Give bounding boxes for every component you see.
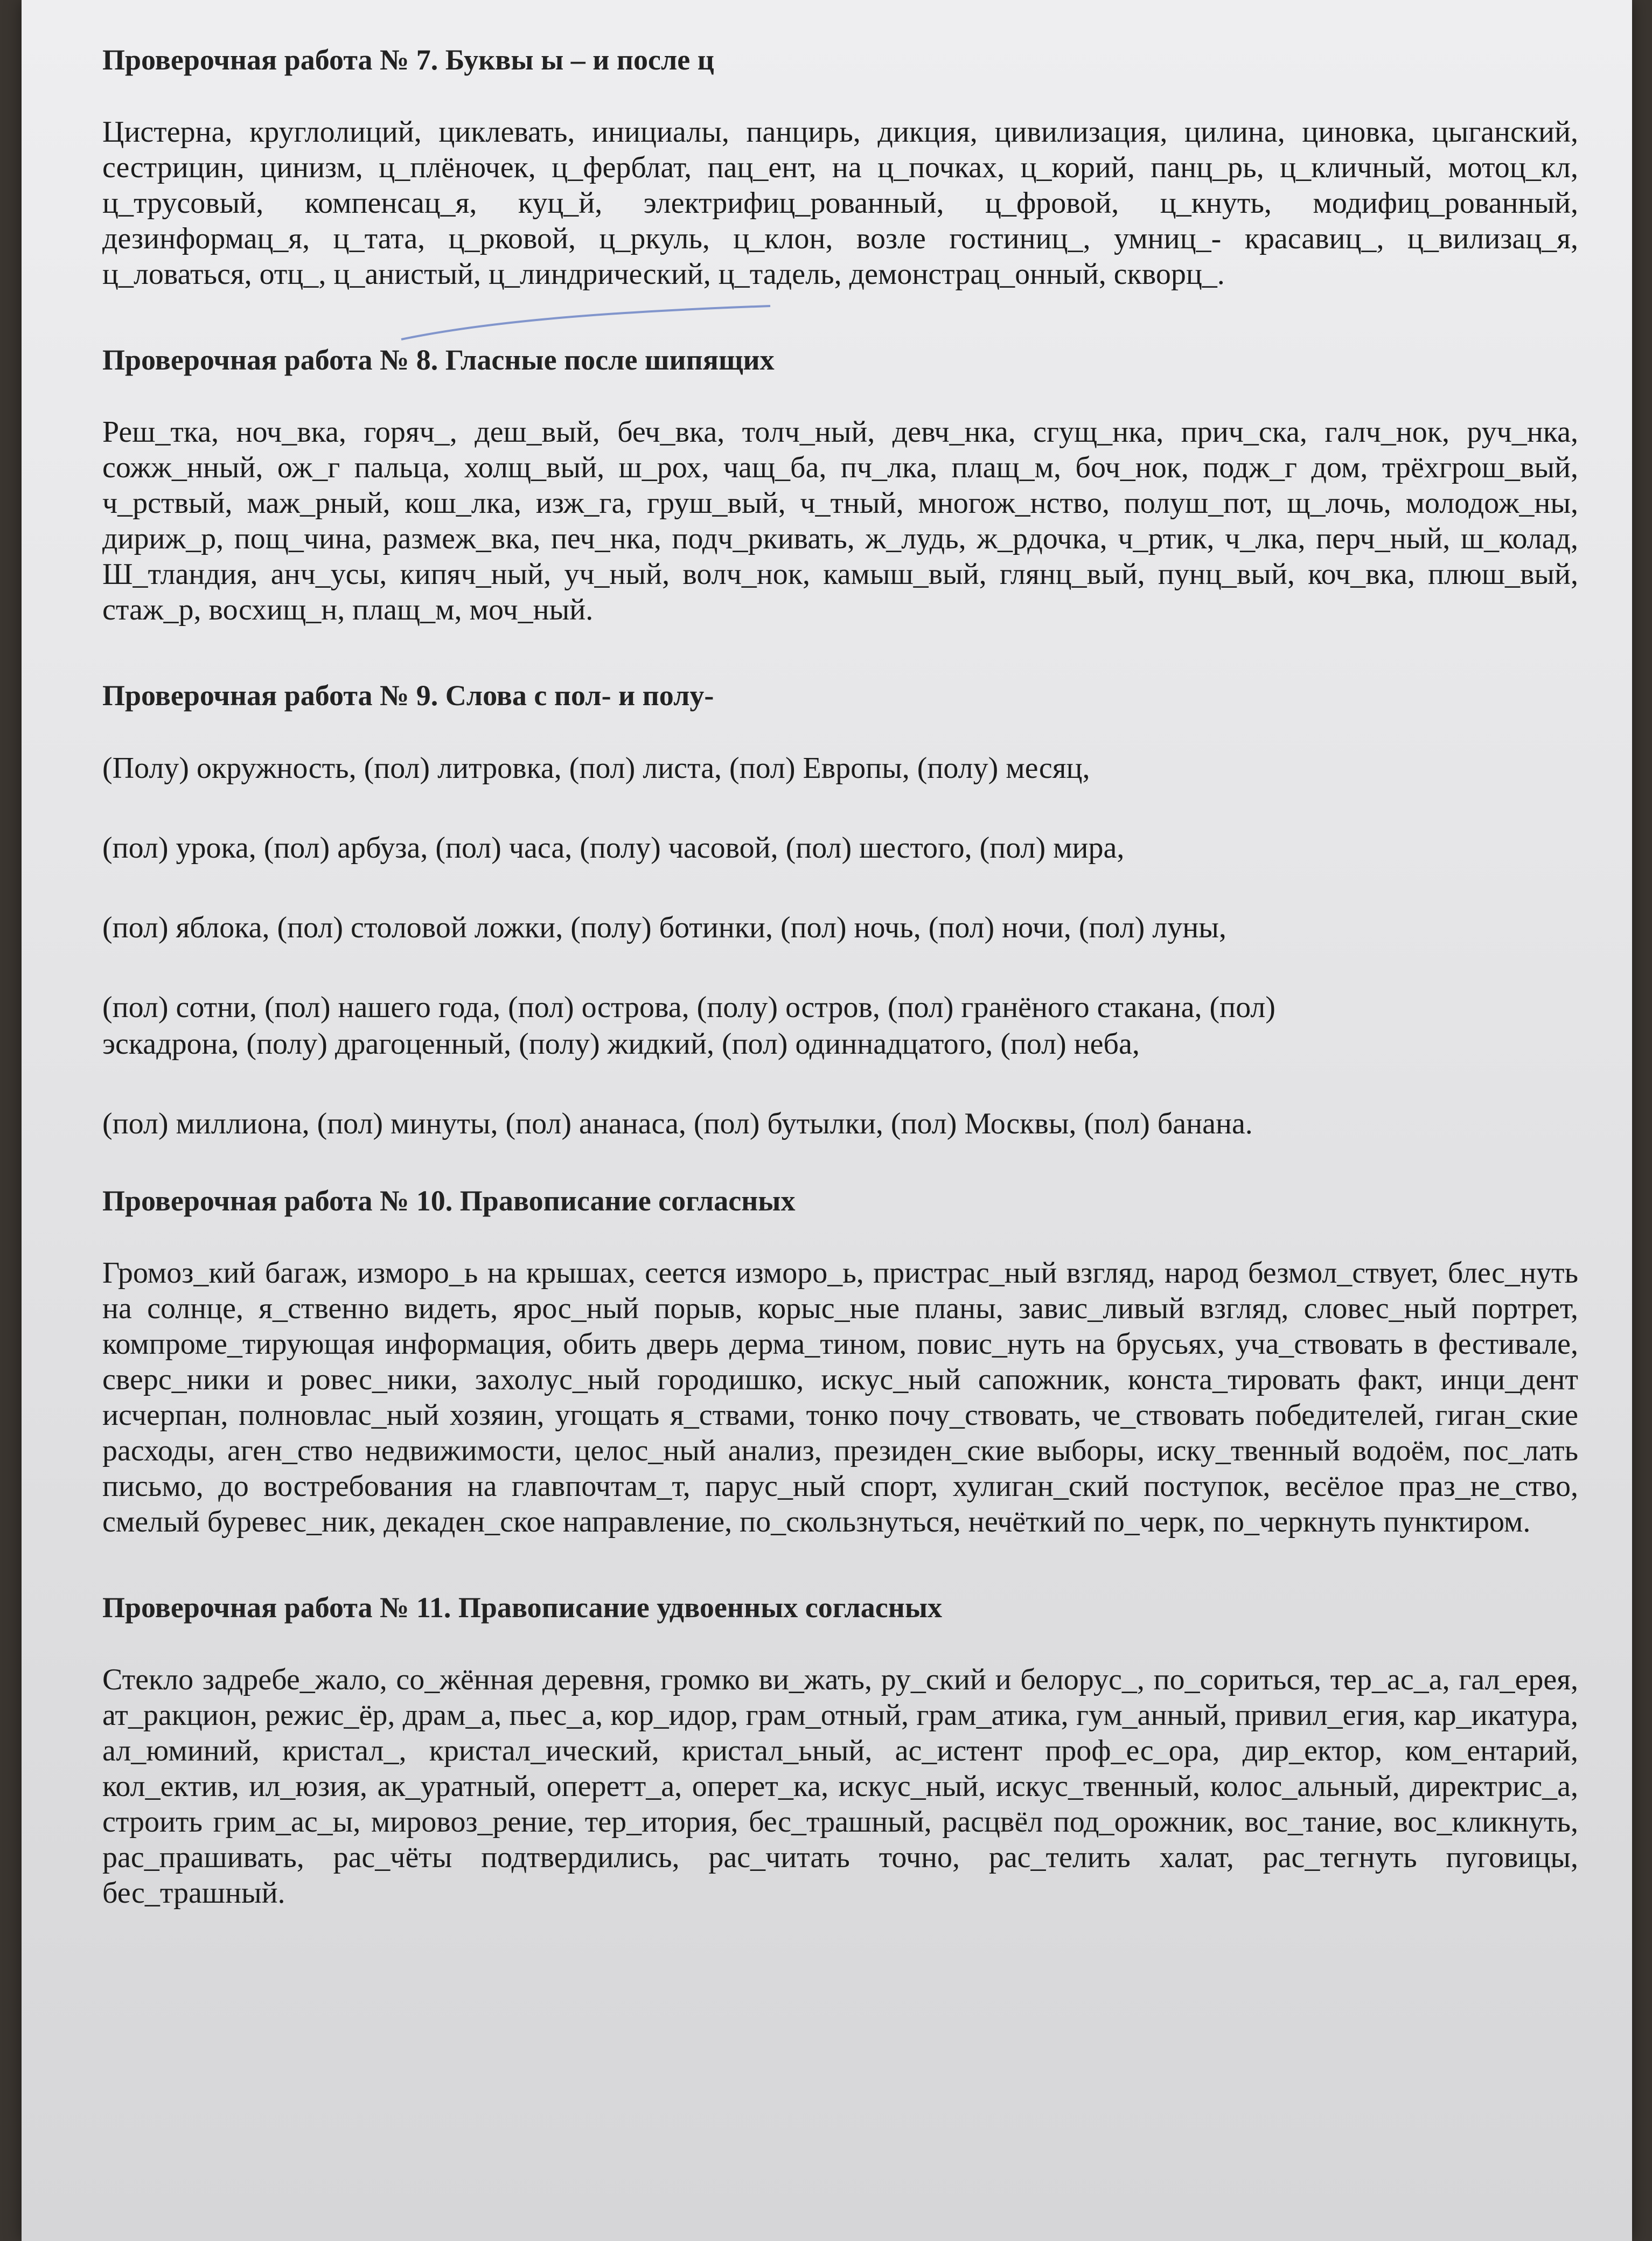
exercise-line: (пол) сотни, (пол) нашего года, (пол) острова, (полу) остров, (пол) гранёного стакана, (пол) xyxy=(102,991,1275,1024)
document-content xyxy=(102,43,1578,1962)
exercise-line: (пол) урока, (пол) арбуза, (пол) часа, (полу) часовой, (пол) шестого, (пол) мира, xyxy=(102,831,1125,865)
section-10 xyxy=(102,1184,1578,1540)
section-9 xyxy=(102,679,1578,1142)
section-11 xyxy=(102,1591,1578,1911)
exercise-text: Цистерна, круглолиций, циклевать, инициалы, панцирь, дикция, цивилизация, цилина, циновка, цыганский, сестрицин, цинизм, ц_плёночек, ц_ферблат, пац_ент, на ц_почках, ц_корий, панц_рь, ц_кличный, мотоц_кл, ц_трусовый, компенсац_я, куц_й, электрифиц_рованный, ц_фровой, ц_кнуть, модифиц_рованный, дезинформац_я, ц_тата, ц_рковой, ц_ркуль, ц_клон, возле гостиниц_, умниц_- красавиц_, ц_вилизац_я, ц_ловаться, отц_, ц_анистый, ц_линдрический, ц_тадель, демонстрац_онный, скворц_. xyxy=(102,115,1578,291)
exercise-text: Громоз_кий багаж, изморо_ь на крышах, сеется изморо_ь, пристрас_ный взгляд, народ безмол_ствует, блес_нуть на солнце, я_ственно видеть, ярос_ный порыв, корыс_ные планы, завис_ливый взгляд, словес_ный портрет, компроме_тирующая информация, обить дверь дерма_тином, повис_нуть на брусьях, уча_ствовать в фестивале, сверс_ники и ровес_ники, захолус_ный городишко, искус_ный сапожник, конста_тировать факт, инци_дент исчерпан, полновлас_ный хозяин, угощать я_ствами, тонко почу_ствовать, че_ствовать победителей, гиган_ские расходы, аген_ство недвижимости, целос_ный анализ, президен_ские выборы, иску_твенный водоём, пос_лать письмо, до востребования на главпочтам_т, парус_ный спорт, хулиган_ский поступок, весёлое праз_не_ство, смелый буревес_ник, декаден_ское направление, по_скользнуться, нечёткий по_черк, по_черкнуть пунктиром. xyxy=(102,1256,1578,1539)
section-title: Проверочная работа № 10. Правописание согласных xyxy=(102,1185,796,1217)
exercise-lines xyxy=(102,750,1578,1142)
exercise-line: (Полу) окружность, (пол) литровка, (пол) листа, (пол) Европы, (полу) месяц, xyxy=(102,751,1090,785)
section-7 xyxy=(102,43,1578,292)
section-8 xyxy=(102,343,1578,628)
section-title: Проверочная работа № 7. Буквы ы – и после ц xyxy=(102,44,714,76)
paper-sheet xyxy=(22,0,1632,2241)
section-title: Проверочная работа № 8. Гласные после шипящих xyxy=(102,344,775,376)
exercise-line: (пол) миллиона, (пол) минуты, (пол) ананаса, (пол) бутылки, (пол) Москвы, (пол) банана. xyxy=(102,1107,1253,1140)
exercise-line: (пол) яблока, (пол) столовой ложки, (полу) ботинки, (пол) ночь, (пол) ночи, (пол) луны, xyxy=(102,911,1226,944)
section-title: Проверочная работа № 11. Правописание удвоенных согласных xyxy=(102,1591,943,1624)
section-title: Проверочная работа № 9. Слова с пол- и полу- xyxy=(102,679,714,712)
exercise-text: Реш_тка, ноч_вка, горяч_, деш_вый, беч_вка, толч_ный, девч_нка, сгущ_нка, прич_ска, галч_нок, руч_нка, сожж_нный, ож_г пальца, холщ_вый, ш_рох, чащ_ба, пч_лка, плащ_м, боч_нок, подж_г дом, трёхгрош_вый, ч_рствый, маж_рный, кош_лка, изж_га, груш_вый, ч_тный, многож_нство, полуш_пот, щ_лочь, молодож_ны, дириж_р, пощ_чина, размеж_вка, печ_нка, подч_ркивать, ж_лудь, ж_рдочка, ч_ртик, ч_лка, перч_ный, ш_колад, Ш_тландия, анч_усы, кипяч_ный, уч_ный, волч_нок, камыш_вый, глянц_вый, пунц_вый, коч_вка, плюш_вый, стаж_р, восхищ_н, плащ_м, моч_ный. xyxy=(102,415,1578,627)
exercise-text: Стекло задребе_жало, со_жённая деревня, громко ви_жать, ру_ский и белорус_, по_сориться, тер_ас_а, гал_ерея, ат_ракцион, режис_ёр, драм_а, пьес_а, кор_идор, грам_отный, грам_атика, гум_анный, привил_егия, кар_икатура, ал_юминий, кристал_, кристал_ический, кристал_ьный, ас_истент проф_ес_ора, дир_ектор, ком_ентарий, кол_ектив, ил_юзия, ак_уратный, оперетт_а, оперет_ка, искус_ный, искус_твенный, колос_альный, директрис_а, строить грим_ас_ы, мировоз_рение, тер_итория, бес_трашный, расцвёл под_орожник, вос_тание, вос_кликнуть, рас_прашивать, рас_чёты подтвердились, рас_читать точно, рас_телить халат, рас_тегнуть пуговицы, бес_трашный. xyxy=(102,1663,1578,1910)
exercise-line: эскадрона, (полу) драгоценный, (полу) жидкий, (пол) одиннадцатого, (пол) неба, xyxy=(102,1027,1140,1061)
